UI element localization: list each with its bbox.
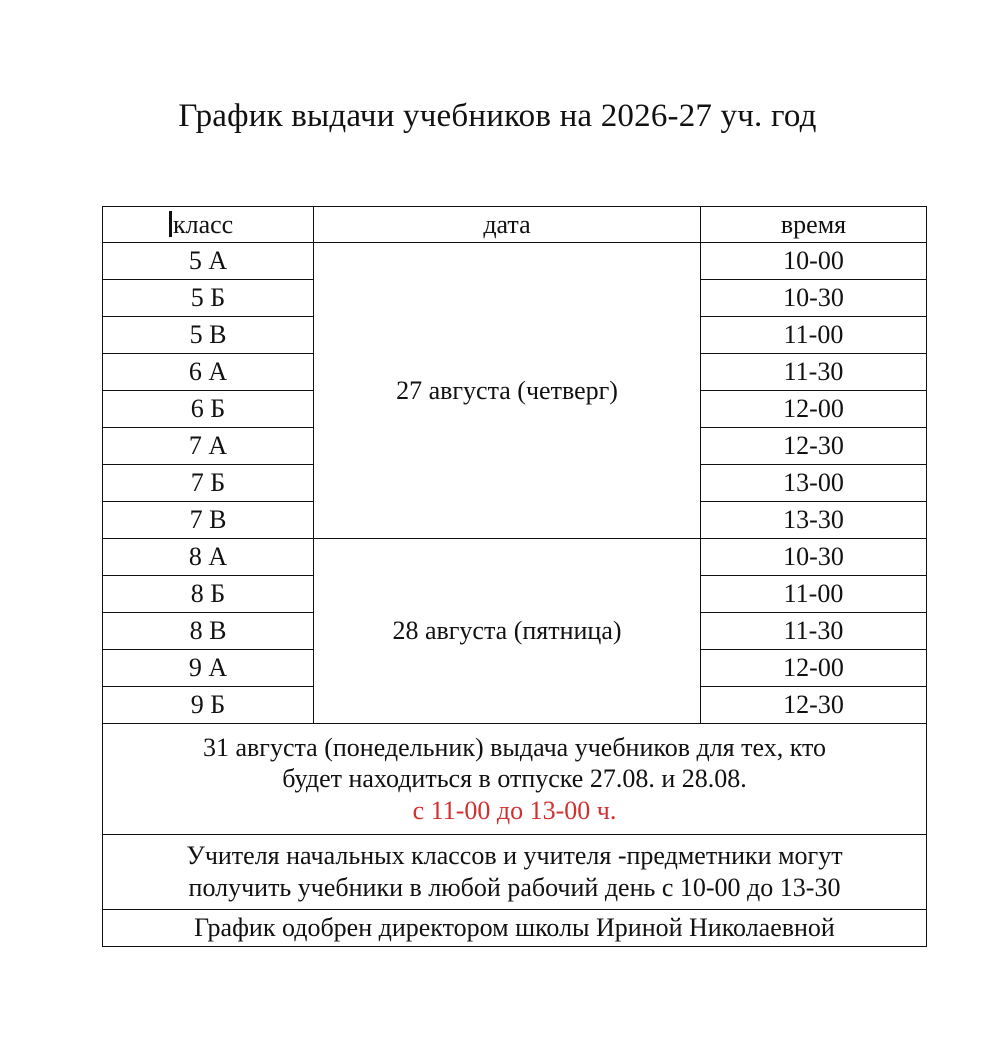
class-cell: 5 В: [103, 317, 314, 354]
time-cell: 11-00: [701, 317, 927, 354]
time-cell: 12-00: [701, 391, 927, 428]
note-cell: [103, 724, 927, 835]
time-cell: 12-30: [701, 428, 927, 465]
time-cell: 12-30: [701, 687, 927, 724]
schedule-table: [102, 206, 927, 947]
teachers-row: [103, 835, 927, 910]
table-row: [103, 539, 927, 576]
class-cell: 7 В: [103, 502, 314, 539]
time-cell: 10-30: [701, 539, 927, 576]
teachers-line: получить учебники в любой рабочий день с 10-00 до 13-30: [188, 873, 841, 902]
class-cell: 7 Б: [103, 465, 314, 502]
approved-row: [103, 910, 927, 947]
time-cell: 10-30: [701, 280, 927, 317]
time-cell: 13-30: [701, 502, 927, 539]
time-cell: 11-30: [701, 354, 927, 391]
header-date: дата: [314, 207, 701, 243]
time-cell: 10-00: [701, 243, 927, 280]
header-class: [103, 207, 314, 243]
teachers-cell: [103, 835, 927, 910]
header-row: [103, 207, 927, 243]
note-row: [103, 724, 927, 835]
class-cell: 9 Б: [103, 687, 314, 724]
class-cell: 8 В: [103, 613, 314, 650]
date-cell: 28 августа (пятница): [314, 539, 701, 724]
header-time: время: [701, 207, 927, 243]
class-cell: 6 А: [103, 354, 314, 391]
document-title: График выдачи учебников на 2026-27 уч. год: [178, 98, 817, 134]
class-cell: 9 А: [103, 650, 314, 687]
class-cell: 8 А: [103, 539, 314, 576]
teachers-line: Учителя начальных классов и учителя -предметники могут: [186, 840, 843, 870]
note-line: 31 августа (понедельник) выдача учебников для тех, кто: [202, 733, 827, 763]
class-cell: 5 Б: [103, 280, 314, 317]
class-cell: 5 А: [103, 243, 314, 280]
time-cell: 12-00: [701, 650, 927, 687]
note-line: будет находиться в отпуске 27.08. и 28.08.: [282, 764, 747, 794]
note-hours: с 11-00 до 13-00 ч.: [412, 795, 617, 825]
text-cursor: [169, 211, 172, 237]
class-cell: 8 Б: [103, 576, 314, 613]
time-cell: 11-30: [701, 613, 927, 650]
approved-cell: График одобрен директором школы Ириной Николаевной: [103, 910, 927, 947]
time-cell: 13-00: [701, 465, 927, 502]
class-cell: 6 Б: [103, 391, 314, 428]
time-cell: 11-00: [701, 576, 927, 613]
date-cell: 27 августа (четверг): [314, 243, 701, 539]
class-cell: 7 А: [103, 428, 314, 465]
table-row: [103, 243, 927, 280]
header-class-label: класс: [173, 209, 234, 239]
